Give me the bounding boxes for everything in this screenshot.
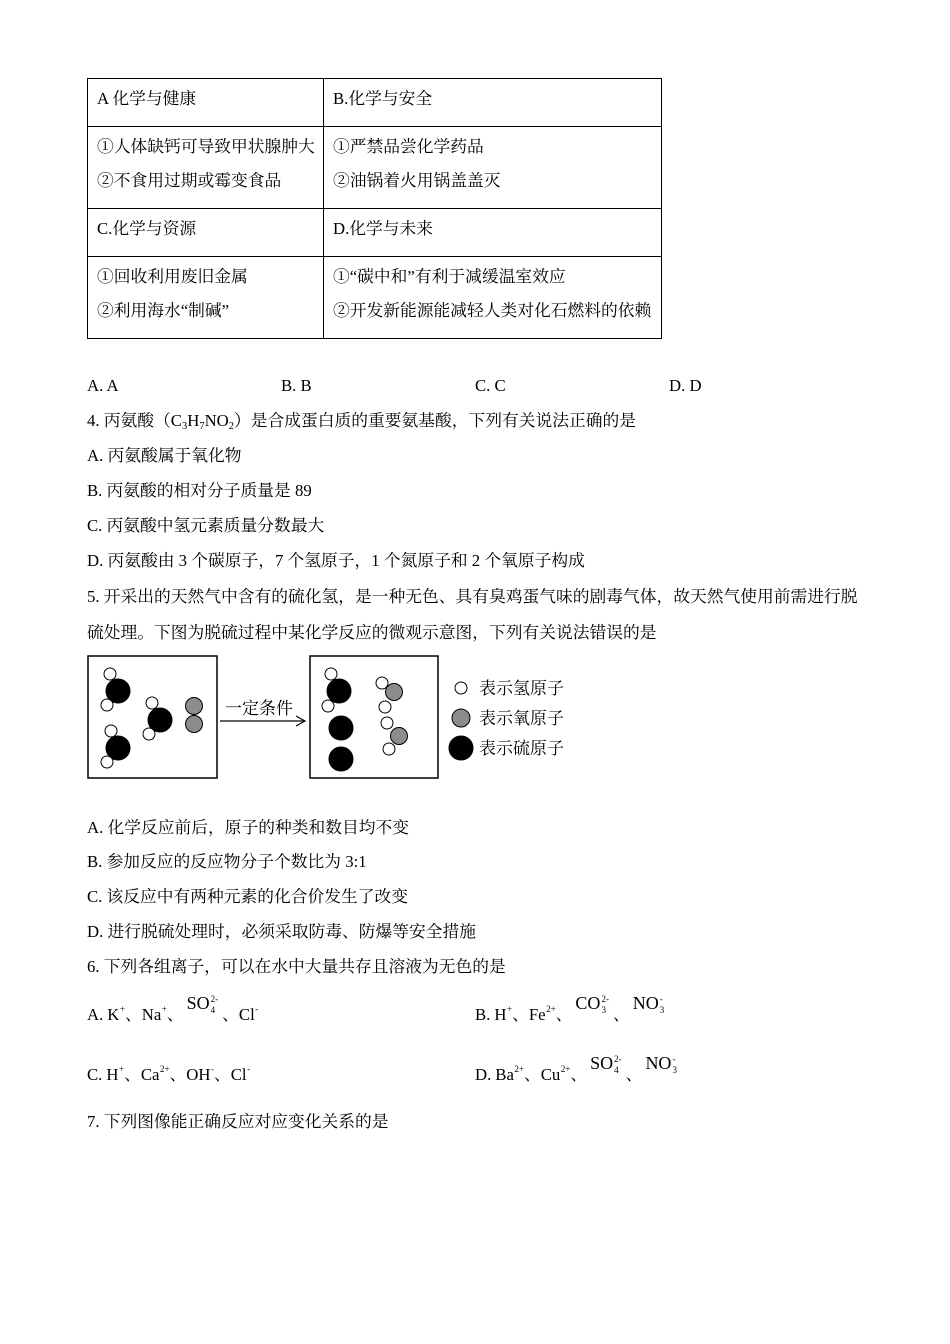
hydrogen-atom bbox=[101, 699, 113, 711]
ion bbox=[495, 1065, 524, 1084]
q5-stem-line-1: 5. 开采出的天然气中含有的硫化氢，是一种无色、具有臭鸡蛋气味的剧毒气体，故天然气使用前需进行脱 bbox=[87, 587, 858, 606]
hydrogen-sulfide-molecule bbox=[322, 668, 351, 712]
option-label: A. bbox=[87, 1005, 104, 1024]
legend-hydrogen-label: 表示氢原子 bbox=[479, 679, 564, 698]
ion-subscript: 3 bbox=[659, 1005, 665, 1015]
legend-hydrogen-icon bbox=[455, 682, 467, 694]
ion-charge: 2- bbox=[614, 1054, 622, 1064]
reaction-micro-diagram bbox=[85, 650, 575, 786]
cell-title: B.化学与安全 bbox=[333, 89, 433, 108]
table-cell-b-items bbox=[324, 127, 661, 209]
option-label: C. bbox=[87, 1065, 103, 1084]
separator: 、 bbox=[213, 1065, 231, 1084]
reaction-arrow bbox=[220, 699, 305, 726]
ion-charge: 2+ bbox=[546, 1004, 556, 1014]
separator: 、 bbox=[570, 1065, 588, 1084]
ion-polyatomic bbox=[187, 993, 219, 1015]
ion-polyatomic bbox=[575, 993, 609, 1015]
ion bbox=[107, 1005, 125, 1024]
ion-charge: + bbox=[118, 1064, 125, 1074]
ion bbox=[106, 1065, 124, 1084]
ion-base: H bbox=[494, 1005, 507, 1024]
separator: 、 bbox=[523, 1065, 541, 1084]
ion-charge: + bbox=[161, 1004, 167, 1014]
cell-item: ①“碳中和”有利于减缓温室效应 bbox=[333, 267, 566, 286]
hydrogen-atom bbox=[322, 700, 334, 712]
hydrogen-atom bbox=[325, 668, 337, 680]
formula-subscript: 7 bbox=[199, 421, 205, 432]
table-cell-c-items bbox=[88, 257, 324, 338]
ion-charge: 2- bbox=[601, 994, 609, 1004]
separator: 、 bbox=[512, 1005, 529, 1024]
table-cell-a-title bbox=[88, 79, 324, 127]
q5-option-a: A. 化学反应前后，原子的种类和数目均不变 bbox=[87, 818, 409, 837]
cell-item: ②开发新能源能减轻人类对化石燃料的依赖 bbox=[333, 301, 652, 320]
ion-charge: 2+ bbox=[514, 1064, 524, 1074]
ion-base: Cl bbox=[230, 1065, 247, 1084]
ion-charge: - bbox=[210, 1064, 214, 1074]
q4-option-d: D. 丙氨酸由 3 个碳原子，7 个氢原子，1 个氮原子和 2 个氧原子构成 bbox=[87, 551, 585, 570]
sulfur-atom bbox=[329, 747, 353, 771]
q3-options-table bbox=[87, 78, 662, 339]
ion-base: H bbox=[106, 1065, 119, 1084]
oxygen-atom bbox=[186, 698, 203, 715]
ion-base: Ba bbox=[495, 1065, 514, 1084]
water-molecule bbox=[381, 717, 408, 755]
separator: 、 bbox=[124, 1065, 141, 1084]
ion bbox=[239, 1005, 258, 1024]
ion bbox=[529, 1005, 556, 1024]
oxygen-atom bbox=[186, 716, 203, 733]
q5-stem-line-2: 硫处理。下图为脱硫过程中某化学反应的微观示意图，下列有关说法错误的是 bbox=[87, 623, 657, 642]
q7-stem: 7. 下列图像能正确反应对应变化关系的是 bbox=[87, 1112, 389, 1131]
ion bbox=[142, 1005, 167, 1024]
ion-script-stack bbox=[614, 1053, 622, 1075]
cell-item: ②油锅着火用锅盖盖灭 bbox=[333, 171, 501, 190]
ion-base: Cu bbox=[540, 1065, 561, 1084]
ion-charge: - bbox=[659, 994, 663, 1004]
formula-subscript: 3 bbox=[181, 421, 188, 432]
ion-charge: - bbox=[672, 1054, 676, 1064]
ion-charge: 2+ bbox=[560, 1064, 571, 1074]
ion bbox=[231, 1065, 250, 1084]
cell-item: ②不食用过期或霉变食品 bbox=[97, 171, 282, 190]
hydrogen-atom bbox=[381, 717, 393, 729]
option-label: B. bbox=[475, 1005, 491, 1024]
q3-option-a: A. A bbox=[87, 376, 119, 395]
ion-polyatomic bbox=[590, 1053, 622, 1075]
ion-base: OH bbox=[186, 1065, 211, 1084]
legend-sulfur-icon bbox=[449, 736, 473, 760]
hydrogen-sulfide-molecule bbox=[101, 725, 130, 768]
q4-stem-before: 4. 丙氨酸（ bbox=[87, 411, 171, 430]
legend-oxygen-icon bbox=[452, 709, 470, 727]
ion-charge: - bbox=[255, 1004, 259, 1014]
separator: 、 bbox=[166, 1005, 184, 1024]
ion-base: Cl bbox=[238, 1005, 255, 1024]
formula-element: NO bbox=[204, 411, 229, 430]
separator: 、 bbox=[555, 1005, 573, 1024]
ion-polyatomic bbox=[645, 1053, 677, 1075]
oxygen-atom bbox=[386, 684, 403, 701]
ion-subscript: 4 bbox=[210, 1005, 216, 1015]
formula-subscript: 2 bbox=[228, 421, 235, 432]
formula-element: C bbox=[170, 411, 182, 430]
hydrogen-atom bbox=[143, 728, 155, 740]
ion bbox=[494, 1005, 512, 1024]
q4-option-c: C. 丙氨酸中氢元素质量分数最大 bbox=[87, 516, 325, 535]
ion-base: SO bbox=[590, 1053, 614, 1073]
formula-element: H bbox=[187, 411, 200, 430]
cell-item: ②利用海水“制碱” bbox=[97, 301, 230, 320]
q6-stem: 6. 下列各组离子，可以在水中大量共存且溶液为无色的是 bbox=[87, 957, 506, 976]
ion-base: Ca bbox=[140, 1065, 160, 1084]
ion-base: NO bbox=[645, 1053, 672, 1073]
ion-base: CO bbox=[575, 993, 601, 1013]
q6-option-d bbox=[475, 1053, 681, 1092]
hydrogen-atom bbox=[104, 668, 116, 680]
legend-sulfur-label: 表示硫原子 bbox=[479, 739, 564, 758]
table-cell-b-title bbox=[324, 79, 661, 127]
q3-option-c: C. C bbox=[475, 376, 506, 395]
ion-charge: + bbox=[506, 1004, 513, 1014]
hydrogen-atom bbox=[105, 725, 117, 737]
cell-item: ①回收利用废旧金属 bbox=[97, 267, 248, 286]
q3-option-d: D. D bbox=[669, 376, 702, 395]
cell-title: A 化学与健康 bbox=[97, 89, 197, 108]
ion bbox=[541, 1065, 571, 1084]
ion-script-stack bbox=[601, 993, 609, 1015]
sulfur-atom bbox=[327, 679, 351, 703]
diagram-legend bbox=[449, 679, 564, 760]
q6-option-c bbox=[87, 1058, 250, 1092]
ion-base: NO bbox=[632, 993, 659, 1013]
ion-base: Fe bbox=[528, 1005, 546, 1024]
ion-subscript: 3 bbox=[672, 1065, 677, 1075]
oxygen-molecule bbox=[186, 698, 203, 733]
ion-polyatomic bbox=[633, 993, 665, 1015]
reaction-condition: 一定条件 bbox=[225, 699, 293, 718]
ion-script-stack bbox=[660, 993, 665, 1015]
ion-charge: 2+ bbox=[159, 1064, 170, 1074]
legend-oxygen-label: 表示氧原子 bbox=[479, 709, 564, 728]
separator: 、 bbox=[612, 1005, 630, 1024]
cell-title: C.化学与资源 bbox=[97, 219, 197, 238]
option-label: D. bbox=[475, 1065, 492, 1084]
hydrogen-atom bbox=[376, 677, 388, 689]
ion-base: Na bbox=[141, 1005, 162, 1024]
ion-charge: 2- bbox=[210, 994, 219, 1004]
separator: 、 bbox=[124, 1005, 142, 1024]
ion-charge: + bbox=[119, 1004, 125, 1014]
hydrogen-atom bbox=[146, 697, 158, 709]
q5-option-b: B. 参加反应的反应物分子个数比为 3:1 bbox=[87, 852, 367, 871]
sulfur-atom bbox=[329, 716, 353, 740]
q4-option-a: A. 丙氨酸属于氧化物 bbox=[87, 446, 242, 465]
separator: 、 bbox=[222, 1005, 239, 1024]
cell-item: ①严禁品尝化学药品 bbox=[333, 137, 484, 156]
ion-base: SO bbox=[186, 993, 210, 1013]
table-cell-d-items bbox=[324, 257, 661, 338]
hydrogen-sulfide-molecule bbox=[101, 668, 130, 711]
table-cell-d-title bbox=[324, 209, 661, 257]
hydrogen-atom bbox=[383, 743, 395, 755]
ion-charge: - bbox=[247, 1064, 251, 1074]
ion-script-stack bbox=[211, 993, 219, 1015]
hydrogen-atom bbox=[101, 756, 113, 768]
ion bbox=[186, 1065, 214, 1084]
ion bbox=[141, 1065, 170, 1084]
q6-option-b bbox=[475, 993, 668, 1032]
q4-stem bbox=[87, 404, 636, 438]
separator: 、 bbox=[625, 1065, 643, 1084]
cell-item: ①人体缺钙可导致甲状腺肿大 bbox=[97, 137, 315, 156]
q5-option-c: C. 该反应中有两种元素的化合价发生了改变 bbox=[87, 887, 409, 906]
separator: 、 bbox=[169, 1065, 187, 1084]
ion-script-stack bbox=[672, 1053, 677, 1075]
q3-option-b: B. B bbox=[281, 376, 312, 395]
q4-option-b: B. 丙氨酸的相对分子质量是 89 bbox=[87, 481, 312, 500]
ion-subscript: 3 bbox=[601, 1005, 606, 1015]
table-cell-c-title bbox=[88, 209, 324, 257]
hydrogen-sulfide-molecule bbox=[143, 697, 172, 740]
oxygen-atom bbox=[391, 728, 408, 745]
table-cell-a-items bbox=[88, 127, 324, 209]
q6-option-a bbox=[87, 993, 259, 1032]
q5-option-d: D. 进行脱硫处理时，必须采取防毒、防爆等安全措施 bbox=[87, 922, 476, 941]
ion-subscript: 4 bbox=[614, 1065, 619, 1075]
ion-base: K bbox=[107, 1005, 120, 1024]
water-molecule bbox=[376, 677, 403, 713]
q4-stem-after: ）是合成蛋白质的重要氨基酸，下列有关说法正确的是 bbox=[234, 411, 637, 430]
cell-title: D.化学与未来 bbox=[333, 219, 434, 238]
alanine-formula bbox=[171, 411, 234, 430]
hydrogen-atom bbox=[379, 701, 391, 713]
